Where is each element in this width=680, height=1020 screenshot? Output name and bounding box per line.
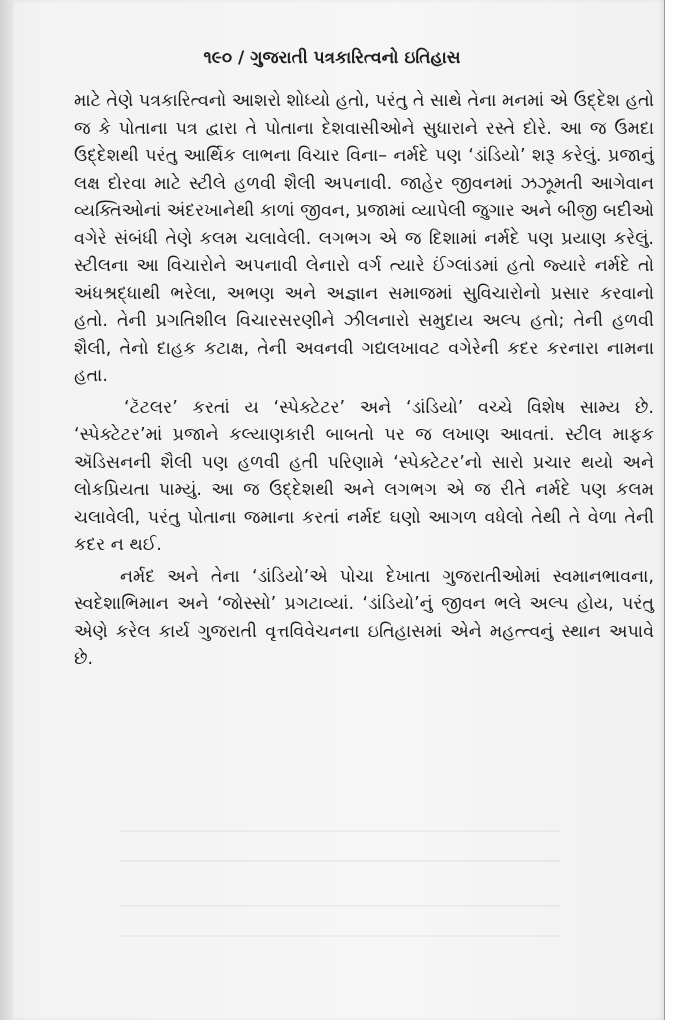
book-spine-shadow [0, 0, 14, 1020]
paragraph-3: નર્મદ અને તેના ‘ડાંડિયો’એ પોચા દેખાતા ગુજરાતીઓમાં સ્વમાનભાવના, સ્વદેશાભિમાન અને ‘જોસ્સો’ પ્રગટાવ્યાં. ‘ડાંડિયો’નું જીવન ભલે અલ્પ હોય, પરંતુ એણે કરેલ કાર્ય ગુજરાતી વૃત્તવિવેચનના ઇતિહાસમાં એને મહત્ત્વનું સ્થાન અપાવે છે. [74, 566, 654, 669]
page-edge [664, 0, 680, 1020]
running-header: ૧૯૦ / ગુજરાતી પત્રકારિત્વનો ઇતિહાસ [203, 48, 461, 68]
page-body [74, 88, 654, 678]
show-through-line [120, 860, 560, 862]
show-through-line [120, 935, 560, 937]
paragraph-2: ‘ટૅટલર’ કરતાં ય ‘સ્પેક્ટેટર’ અને ‘ડાંડિયો’ વચ્ચે વિશેષ સામ્ય છે. ‘સ્પેક્ટેટર’માં પ્રજાને કલ્યાણકારી બાબતો પર જ લખાણ આવતાં. સ્ટીલ માફક ઍડિસનની શૈલી પણ હળવી હતી પરિણામે ‘સ્પેક્ટેટર’નો સારો પ્રચાર થયો અને લોકપ્રિયતા પામ્યું. આ જ ઉદ્દેશથી અને લગભગ એ જ રીતે નર્મદે પણ કલમ ચલાવેલી, પરંતુ પોતાના જમાના કરતાં નર્મદ ઘણો આગળ વધેલો તેથી તે વેળા તેની કદર ન થઈ. [74, 397, 654, 555]
show-through-line [120, 830, 560, 832]
paragraph-1: માટે તેણે પત્રકારિત્વનો આશરો શોધ્યો હતો, પરંતુ તે સાથે તેના મનમાં એ ઉદ્દેશ હતો જ કે પોતાના પત્ર દ્વારા તે પોતાના દેશવાસીઓને સુધારાને રસ્તે દોરે. આ જ ઉમદા ઉદ્દેશથી પરંતુ આર્થિક લાભના વિચાર વિના– નર્મદે પણ ‘ડાંડિયો’ શરૂ કરેલું. પ્રજાનું લક્ષ દોરવા માટે સ્ટીલે હળવી શૈલી અપનાવી. જાહેર જીવનમાં ઝઝૂમતી આગેવાન વ્યક્તિઓનાં અંદરખાનેથી કાળાં જીવન, પ્રજામાં વ્યાપેલી જુગાર અને બીજી બદીઓ વગેરે સંબંધી તેણે કલમ ચલાવેલી. લગભગ એ જ દિશામાં નર્મદે પણ પ્રયાણ કરેલું. સ્ટીલના આ વિચારોને અપનાવી લેનારો વર્ગ ત્યારે ઈંગ્લાંડમાં હતો જ્યારે નર્મદે તો અંધશ્રદ્ધાથી ભરેલા, અભણ અને અજ્ઞાન સમાજમાં સુવિચારોનો પ્રસાર કરવાનો હતો. તેની પ્રગતિશીલ વિચારસરણીને ઝીલનારો સમુદાય અલ્પ હતો; તેની હળવી શૈલી, તેનો દાહક કટાક્ષ, તેની અવનવી ગદ્યલખાવટ વગેરેની કદર કરનારા નામના હતા. [74, 91, 654, 386]
show-through-line [120, 905, 560, 907]
